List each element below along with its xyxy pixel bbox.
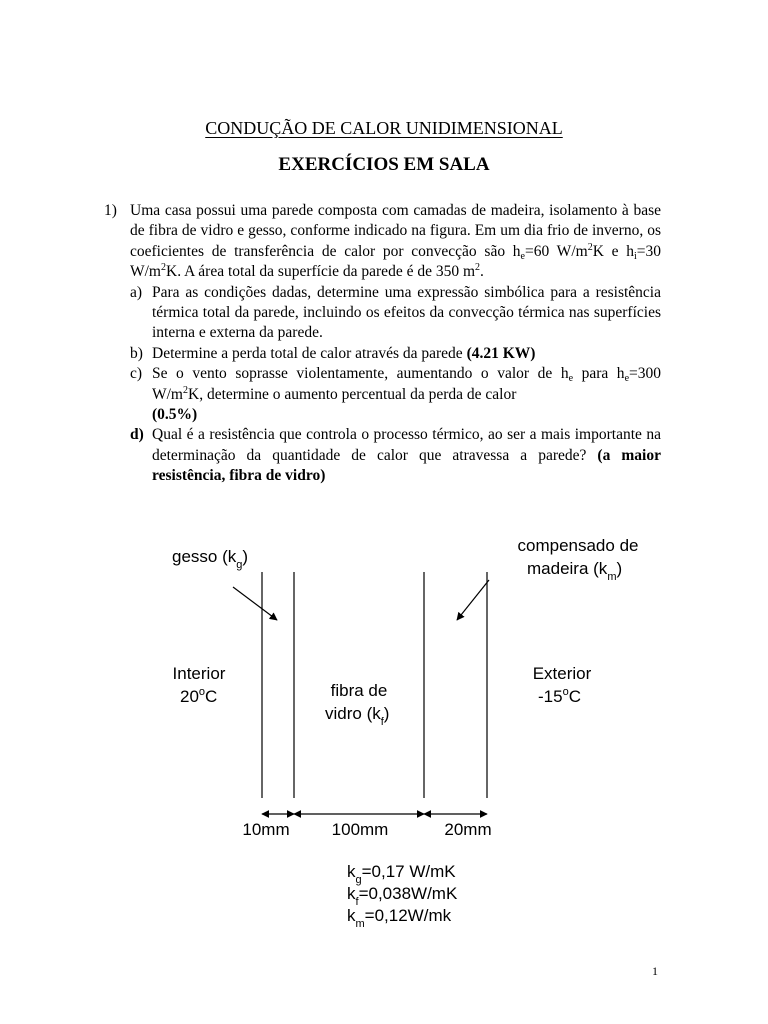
exercise-number: 1) (104, 202, 117, 219)
section-subtitle: EXERCÍCIOS EM SALA (278, 154, 490, 175)
question-c-sub-1: e (568, 373, 574, 385)
intro-text-4: =30 W/m (130, 242, 661, 281)
compensado-label-1: compensado de (517, 536, 639, 555)
interior-temp: 20$^o$C (180, 686, 218, 706)
intro-text-1: Uma casa possui uma parede composta com camadas de madeira, isolamento à base de fibra de vidro e gesso, conforme indicado na figura. Em um dia frio de inverno, os coeficientes de transferência de calor por convecção são h (130, 202, 661, 260)
sq-superscript-2: 2 (161, 262, 166, 274)
intro-text-6: . (480, 263, 484, 281)
question-b-body: Determine a perda total de calor através da parede (152, 344, 467, 362)
question-c-body-1: Se o vento soprasse violentamente, aumentando o valor de h (152, 365, 569, 383)
gesso-label: gesso $(k_g)$ (172, 547, 249, 571)
question-c-answer: (0.5%) (152, 406, 198, 424)
fibra-label-1: fibra de (330, 681, 388, 700)
question-b-text (152, 344, 661, 364)
question-d-answer: (a maior resistência, fibra de vidro) (152, 446, 661, 485)
exterior-label: Exterior (532, 664, 592, 683)
question-b-answer: (4.21 KW) (466, 344, 536, 362)
question-c-body-3: =300 W/m (152, 365, 662, 403)
question-c-text (152, 364, 661, 425)
question-c-sq: 2 (183, 384, 188, 396)
question-a-label: a) (130, 283, 143, 301)
he-subscript: e (520, 250, 525, 262)
question-d-text (152, 425, 661, 486)
sq-superscript-1: 2 (587, 241, 593, 253)
hi-subscript: i (633, 250, 637, 262)
question-a (130, 283, 661, 344)
question-b (130, 344, 661, 364)
dim-label-fibra: 100mm (331, 820, 389, 839)
exterior-temp: -15$^o$C (538, 686, 581, 706)
interior-label: Interior (172, 664, 226, 683)
dim-label-gesso: 10mm (242, 820, 290, 839)
wall-diagram (0, 530, 768, 940)
kf-value: $k_f=0,038W/mK$ (347, 884, 458, 908)
question-a-text: Para as condições dadas, determine uma expressão simbólica para a resistência térmica total da parede, incluindo os efeitos da convecção térmica nas superfícies interna e externa da parede. (152, 283, 661, 342)
compensado-label-2: madeira $(k_m)$ (527, 559, 623, 583)
fibra-label-2: vidro $(k_f)$ (325, 704, 390, 728)
question-d-body: Qual é a resistência que controla o processo térmico, ao ser a mais importante na determinação da quantidade de calor que atravessa a parede? (152, 426, 661, 464)
km-value: $k_m=0,12W/mk$ (347, 906, 452, 930)
question-b-label: b) (130, 344, 143, 362)
question-c-sub-2: e (624, 373, 630, 385)
question-d (130, 425, 661, 486)
question-list (130, 283, 661, 487)
question-c (130, 364, 661, 425)
sq-superscript-3: 2 (475, 262, 481, 274)
intro-text-3: K e h (592, 242, 634, 260)
question-c-body-2: para h (573, 365, 625, 383)
intro-text-5: K. A área total da superfície da parede é de 350 m (166, 263, 476, 281)
exercise-intro (130, 201, 661, 283)
dim-label-madeira: 20mm (444, 820, 492, 839)
intro-text-2: =60 W/m (525, 242, 588, 260)
madeira-pointer-arrow (457, 580, 489, 620)
question-c-label: c) (130, 365, 143, 383)
question-d-label: d) (130, 426, 144, 444)
question-c-body-4: K, determine o aumento percentual da perda de calor (188, 385, 517, 403)
page-title: CONDUÇÃO DE CALOR UNIDIMENSIONAL (205, 118, 563, 138)
gesso-pointer-arrow (233, 587, 277, 620)
page-number: 1 (652, 964, 658, 978)
kg-value: $k_g=0,17$ W/mK (347, 862, 456, 886)
exercise-1 (104, 201, 661, 487)
